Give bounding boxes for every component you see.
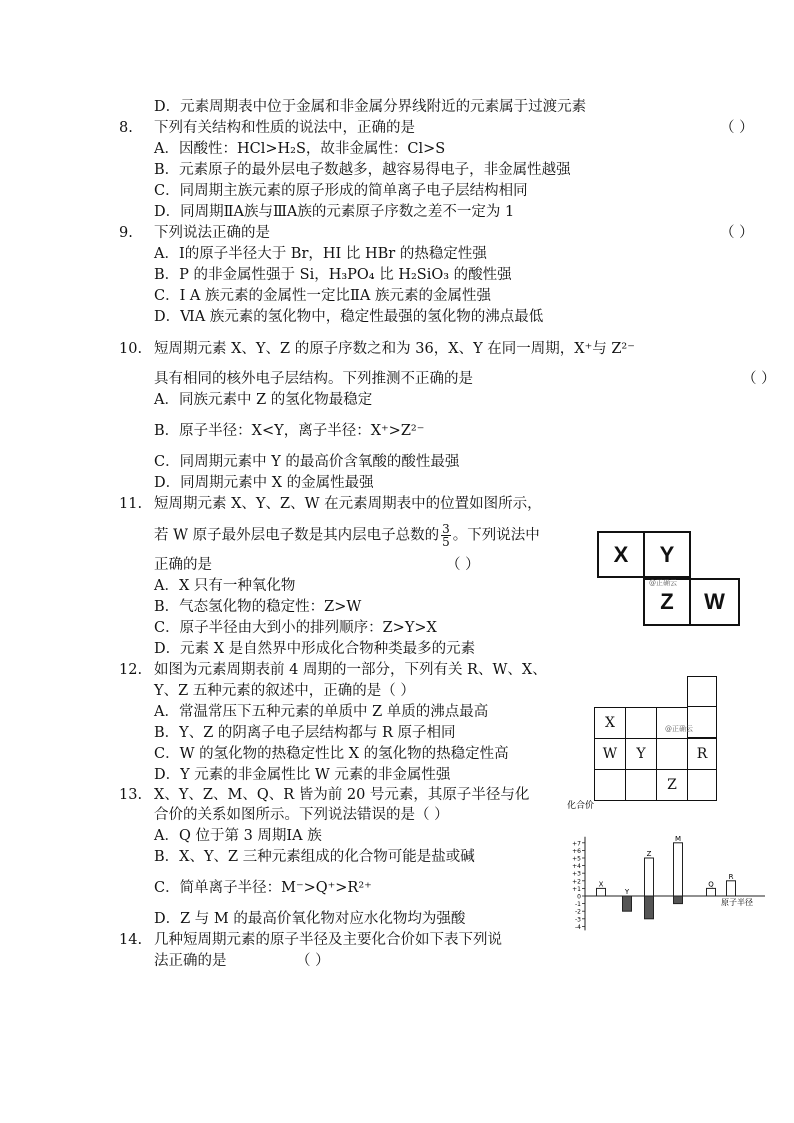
q9-option-c: C．Ⅰ A 族元素的金属性一定比ⅡA 族元素的金属性强 [154,288,491,304]
q8-option-c: C．同周期主族元素的原子形成的简单离子电子层结构相同 [154,183,528,199]
chart-bar-positive [727,881,736,896]
q10-number: 10. [119,341,143,357]
q9-option-b: B．P 的非金属性强于 Si，H₃PO₄ 比 H₂SiO₃ 的酸性强 [154,267,512,283]
chart-y-tick-label: +7 [572,840,581,848]
q11-number: 11. [119,496,143,512]
q12-cell-w: W [594,738,626,770]
q13-option-c: C．简单离子半径：M⁻>Q⁺>R²⁺ [154,880,372,896]
q10-option-c: C．同周期元素中 Y 的最高价含氧酸的酸性最强 [154,454,460,470]
q12-cell-x: X [594,707,626,739]
chart-category-label: Y [624,888,630,896]
q11-stem-text-a: 若 W 原子最外层电子数是其内层电子总数的 [154,527,440,544]
q10-option-a: A．同族元素中 Z 的氢化物最稳定 [154,392,373,408]
q11-stem-line1: 短周期元素 X、Y、Z、W 在元素周期表中的位置如图所示， [154,496,542,512]
chart-category-label: Q [708,880,714,889]
q13-number: 13. [119,787,143,803]
chart-bar-positive [645,858,654,896]
q9-number: 9. [119,225,133,241]
q14-stem-line2: 法正确的是 [154,953,227,969]
chart-bar-positive [597,888,606,896]
chart-xlabel: 原子半径 [721,898,753,907]
q10-stem-line1: 短周期元素 X、Y、Z 的原子序数之和为 36，X、Y 在同一周期，X⁺与 Z²⁻ [154,341,635,357]
q12-cell-y: Y [625,738,657,770]
q9-option-a: A．Ⅰ的原子半径大于 Br，HI 比 HBr 的热稳定性强 [154,246,487,262]
chart-bar-positive [674,843,683,896]
q12-stem-line1: 如图为元素周期表前 4 周期的一部分，下列有关 R、W、X、 [154,662,547,678]
q12-cell-top1 [687,676,717,707]
q8-answer-paren: （ ） [720,120,754,136]
q13-option-d: D．Z 与 M 的最高价氧化物对应水化物均为强酸 [154,911,466,927]
q11-option-c: C．原子半径由大到小的排列顺序：Z>Y>X [154,620,437,636]
chart-y-tick-label: +2 [572,878,581,886]
q11-cell-y: Y [643,531,691,578]
q8-number: 8. [119,120,133,136]
q13-stem-line1: X、Y、Z、M、Q、R 皆为前 20 号元素，其原子半径与化 [154,787,530,803]
chart-y-tick-label: -1 [575,901,581,909]
q12-cell-blank6 [687,769,717,801]
chart-y-tick-label: +3 [572,870,581,878]
q11-fraction [441,523,451,548]
q11-fraction-numerator: 3 [442,522,450,536]
q11-watermark: @正确云 [649,579,677,587]
q11-option-b: B．气态氢化物的稳定性：Z>W [154,599,362,615]
q11-stem-line2 [154,523,540,548]
q12-option-a: A．常温常压下五种元素的单质中 Z 单质的沸点最高 [154,704,489,720]
q12-cell-blank3 [656,738,688,770]
q13-chart [565,800,765,940]
q14-answer-paren: （ ） [296,953,330,969]
q9-stem: 下列说法正确的是 [154,225,270,241]
q11-stem-text-b: 。下列说法中 [452,527,540,544]
q11-fraction-denominator: 5 [442,535,450,549]
chart-y-tick-label: +5 [572,855,581,863]
chart-y-tick-label: -4 [575,923,581,931]
chart-y-tick-label: 0 [577,893,581,901]
q12-option-b: B．Y、Z 的阴离子电子层结构都与 R 原子相同 [154,725,456,741]
q11-stem-line3: 正确的是 [154,557,212,573]
chart-category-label: R [728,872,734,881]
q12-cell-blank2 [656,707,688,739]
chart-category-label: X [598,880,604,889]
chart-y-tick-label: -2 [575,908,581,916]
chart-bar-negative [623,896,632,911]
q10-option-d: D．同周期元素中 X 的金属性最强 [154,475,374,491]
q10-option-b: B．原子半径：X<Y，离子半径：X⁺>Z²⁻ [154,423,425,439]
q10-answer-paren: （ ） [742,371,776,387]
q9-answer-paren: （ ） [720,225,754,241]
chart-bar-negative [674,896,683,904]
q12-option-d: D．Y 元素的非金属性比 W 元素的非金属性强 [154,767,451,783]
chart-y-tick-label: +1 [572,885,581,893]
q12-number: 12. [119,662,143,678]
q8-option-d: D．同周期ⅡA族与ⅢA族的元素原子序数之差不一定为 1 [154,204,515,220]
q12-cell-blank4 [594,769,626,801]
chart-bar-positive [707,888,716,896]
q11-option-d: D．元素 X 是自然界中形成化合物种类最多的元素 [154,641,476,657]
q11-option-a: A．X 只有一种氧化物 [154,578,296,594]
q7-option-d: D．元素周期表中位于金属和非金属分界线附近的元素属于过渡元素 [154,99,587,115]
q14-stem-line1: 几种短周期元素的原子半径及主要化合价如下表下列说 [154,932,502,948]
q9-option-d: D．ⅥA 族元素的氢化物中，稳定性最强的氢化物的沸点最低 [154,309,544,325]
q11-cell-x: X [597,531,645,578]
q13-stem-line2: 合价的关系如图所示。下列说法错误的是（ ） [154,807,449,823]
q10-stem-line2: 具有相同的核外电子层结构。下列推测不正确的是 [154,371,473,387]
q11-answer-paren: （ ） [446,557,480,573]
q12-cell-r: R [687,738,717,770]
q12-cell-z: Z [656,769,688,801]
q13-option-b: B．X、Y、Z 三种元素组成的化合物可能是盐或碱 [154,849,475,865]
q12-cell-blank5 [625,769,657,801]
q12-stem-line2: Y、Z 五种元素的叙述中，正确的是（ ） [154,683,415,699]
chart-category-label: Z [646,850,652,858]
q8-stem: 下列有关结构和性质的说法中，正确的是 [154,120,415,136]
q11-cell-z: Z [643,578,691,626]
q12-watermark: @正确云 [665,725,693,733]
q8-option-b: B．元素原子的最外层电子数越多，越容易得电子，非金属性越强 [154,162,571,178]
chart-category-label: M [674,834,682,843]
q12-cell-blank1 [625,707,657,739]
chart-y-tick-label: -3 [575,916,581,924]
q12-option-c: C．W 的氢化物的热稳定性比 X 的氢化物的热稳定性高 [154,746,509,762]
q11-cell-w: W [689,578,740,626]
q14-number: 14. [119,932,143,948]
chart-ylabel: 化合价 [567,801,595,811]
q8-option-a: A．因酸性：HCl>H₂S，故非金属性：Cl>S [154,141,446,157]
q13-option-a: A．Q 位于第 3 周期ⅠA 族 [154,828,322,844]
chart-y-tick-label: +6 [572,847,581,855]
chart-y-tick-label: +4 [572,863,581,871]
chart-bar-negative [645,896,654,919]
